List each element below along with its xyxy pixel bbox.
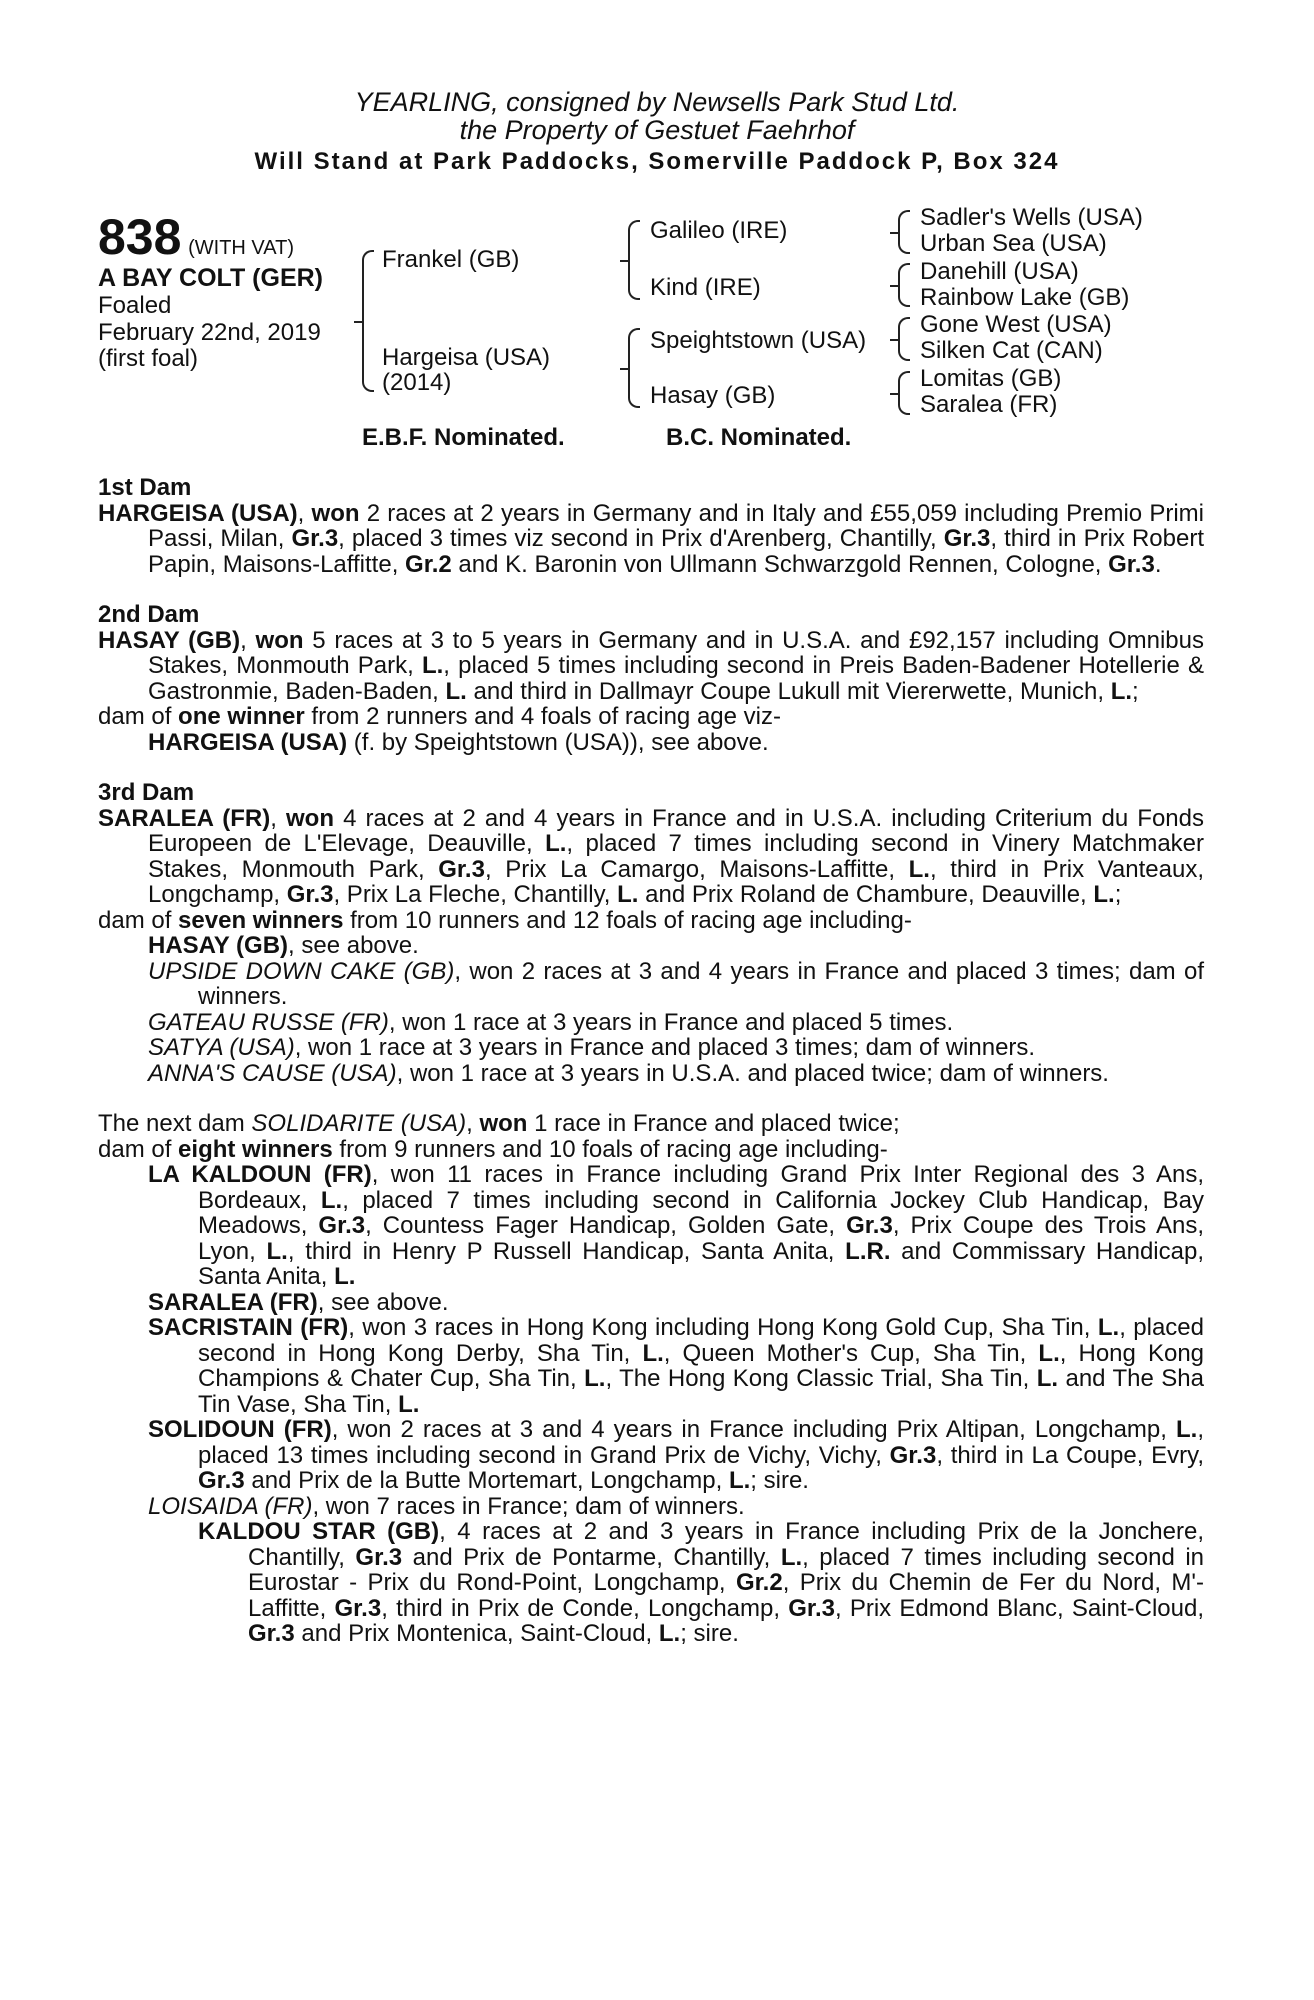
text-run: 5 races at 3 to 5 years in Germany and in U.S.A. and £92,157 including Omnibus Stakes, Monmouth Park, — [148, 626, 1204, 679]
next-dam-intro: The next dam SOLIDARITE (USA), won 1 race in France and placed twice; — [98, 1110, 900, 1137]
pedigree-brace-3a — [898, 210, 910, 254]
group-label: Gr.2 — [405, 550, 452, 578]
text-run: , Countess Fager Handicap, Golden Gate, — [365, 1212, 847, 1239]
text-run: , Queen Mother's Cup, Sha Tin, — [663, 1339, 1039, 1367]
listed-label: L. — [658, 1620, 681, 1647]
pedigree-dss: Gone West (USA) — [920, 311, 1112, 338]
pedigree-sire-sire: Galileo (IRE) — [650, 217, 788, 244]
listed-label: L.R. — [845, 1237, 891, 1265]
header-consignor: YEARLING, consigned by Newsells Park Stud Ltd. — [354, 87, 960, 117]
text-run: , won 3 races in Hong Kong including Hong Kong Gold Cup, Sha Tin, — [348, 1314, 1098, 1341]
first-dam-name: HARGEISA (USA) — [98, 499, 298, 527]
text-run: , placed second in Hong Kong Derby, Sha Tin, — [198, 1314, 1204, 1367]
text-run: dam of — [98, 703, 179, 730]
group-label: Gr.3 — [788, 1594, 835, 1622]
progeny-name: SACRISTAIN (FR) — [148, 1314, 349, 1341]
pedigree-brace-3c — [898, 317, 910, 361]
first-dam-heading: 1st Dam — [98, 474, 192, 501]
third-dam-produce — [98, 908, 1204, 934]
text-run: , Prix du Chemin de Fer du Nord, M'-Laffitte, — [248, 1569, 1204, 1622]
text-run: , won 1 race at 3 years in France and placed 5 times. — [388, 1008, 954, 1036]
listed-label: L. — [780, 1543, 803, 1571]
lot-number: 838 — [98, 209, 182, 265]
group-label: Gr.2 — [736, 1569, 783, 1596]
second-dam-heading: 2nd Dam — [98, 601, 200, 628]
progeny-name: UPSIDE DOWN CAKE (GB) — [148, 957, 455, 985]
listed-label: L. — [617, 881, 639, 908]
group-label: Gr.3 — [355, 1543, 403, 1571]
progeny-annas-cause — [98, 1061, 1204, 1087]
text-run: , Prix Coupe des Trois Ans, Lyon, — [198, 1212, 1205, 1265]
progeny-name: ANNA'S CAUSE (USA) — [148, 1059, 397, 1087]
progeny-upside-down-cake — [98, 959, 1204, 1010]
listed-label: L. — [1038, 1339, 1060, 1367]
text-run: , placed 7 times including second in Vinery Matchmaker Stakes, Monmouth Park, — [148, 830, 1205, 883]
listed-label: L. — [584, 1365, 606, 1392]
text-run: ; sire. — [750, 1467, 809, 1494]
bc-nominated: B.C. Nominated. — [666, 424, 852, 451]
text-run: , third in Prix Robert Papin, Maisons-Laffitte, — [148, 525, 1204, 578]
pedigree-ddd: Saralea (FR) — [920, 391, 1058, 418]
listed-label: L. — [421, 652, 444, 679]
listed-label: L. — [266, 1237, 288, 1265]
progeny-name: GATEAU RUSSE (FR) — [148, 1008, 389, 1036]
pedigree-brace-3d — [898, 371, 910, 415]
text-run: and Prix de Pontarme, Chantilly, — [402, 1543, 781, 1571]
progeny-sacristain — [98, 1315, 1204, 1417]
group-label: Gr.3 — [1108, 550, 1155, 578]
pedigree-dam-sire: Speightstown (USA) — [650, 327, 867, 354]
group-label: Gr.3 — [198, 1467, 245, 1494]
progeny-solidoun — [98, 1417, 1204, 1494]
progeny-name: HARGEISA (USA) — [148, 728, 348, 756]
second-dam-text: HASAY (GB), won 5 races at 3 to 5 years in Germany and in U.S.A. and £92,157 including Omnibus Stakes, Monmouth Park, L., placed 5 times including second in Preis Baden-Badener Hotellerie & Gastronmie, Baden-Baden, L. and third in Dallmayr Coupe Lukull mit Viererwette, Munich, L.; — [98, 626, 1205, 705]
text-run: , won 7 races in France; dam of winners. — [312, 1492, 745, 1520]
listed-label: L. — [728, 1467, 751, 1494]
listed-label: L. — [642, 1339, 664, 1367]
text-run: and Prix de la Butte Mortemart, Longchamp, — [244, 1467, 729, 1494]
won-label: won — [285, 804, 334, 832]
progeny-hasay — [98, 933, 1204, 959]
text-run: , third in Prix Vanteaux, Longchamp, — [148, 855, 1204, 908]
progeny-saralea — [98, 1290, 1204, 1316]
group-label: Gr.3 — [889, 1441, 937, 1469]
text-run: 2 races at 2 years in Germany and in Italy and £55,059 including Premio Primi Passi, Milan, — [148, 499, 1204, 552]
text-run: dam of — [98, 1135, 179, 1163]
text-run: , placed 7 times including second in Eurostar - Prix du Rond-Point, Longchamp, — [248, 1543, 1204, 1596]
pedigree-brace-2b — [628, 328, 640, 408]
listed-label: L. — [545, 830, 567, 857]
catalogue-body — [98, 475, 1204, 1647]
progeny-name: SATYA (USA) — [148, 1034, 295, 1061]
won-label: won — [479, 1110, 528, 1137]
progeny-name: SOLIDOUN (FR) — [148, 1416, 332, 1443]
third-dam-heading: 3rd Dam — [98, 779, 195, 806]
third-dam-name: SARALEA (FR) — [98, 804, 271, 832]
text-run: , Hong Kong Champions & Chater Cup, Sha Tin, — [198, 1339, 1205, 1392]
listed-label: L. — [1110, 677, 1133, 705]
listed-label: L. — [334, 1263, 356, 1290]
pedigree-dds: Lomitas (GB) — [920, 365, 1062, 392]
text-run: from 2 runners and 4 foals of racing age viz- — [304, 703, 781, 730]
pedigree-sire: Frankel (GB) — [382, 246, 520, 273]
lot-title: A BAY COLT (GER) — [98, 264, 324, 292]
text-run: , 4 races at 2 and 3 years in France including Prix de la Jonchere, Chantilly, — [248, 1518, 1204, 1571]
text-run: , won 1 race at 3 years in U.S.A. and placed twice; dam of winners. — [396, 1059, 1109, 1087]
text-run: and Prix Montenica, Saint-Cloud, — [294, 1620, 659, 1647]
text-run: ; — [1132, 677, 1139, 705]
progeny-name: LOISAIDA (FR) — [148, 1492, 313, 1520]
next-dam-name: SOLIDARITE (USA) — [251, 1110, 467, 1137]
pedigree-dam: Hargeisa (USA) — [382, 344, 551, 371]
group-label: Gr.3 — [248, 1620, 295, 1647]
text-run: , placed 7 times including second in California Jockey Club Handicap, Bay Meadows, — [198, 1186, 1205, 1239]
listed-label: L. — [1176, 1416, 1198, 1443]
listed-label: L. — [445, 677, 467, 705]
progeny-gateau-russe — [98, 1010, 1204, 1036]
text-run: , won 1 race at 3 years in France and placed 3 times; dam of winners. — [294, 1034, 1036, 1061]
text-run: ; — [1114, 881, 1122, 908]
text-run: and third in Dallmayr Coupe Lukull mit Viererwette, Munich, — [466, 677, 1111, 705]
text-run: dam of — [98, 906, 179, 934]
listed-label: L. — [320, 1186, 343, 1214]
progeny-loisaida — [98, 1494, 1204, 1520]
progeny-kaldou-star — [98, 1519, 1204, 1647]
next-dam-produce — [98, 1137, 1204, 1163]
progeny-name: HASAY (GB) — [148, 932, 289, 959]
listed-label: L. — [908, 855, 930, 883]
lot-foaled-label: Foaled — [98, 292, 172, 319]
pedigree-brace-2a — [628, 220, 640, 300]
pedigree-dam-year: (2014) — [382, 369, 452, 396]
text-run: , see above. — [317, 1288, 449, 1316]
won-label: won — [255, 626, 304, 654]
text-run: , see above. — [288, 932, 419, 959]
text-run: 1 race in France and placed twice; — [527, 1110, 900, 1137]
text-run: , Prix Edmond Blanc, Saint-Cloud, — [834, 1594, 1204, 1622]
pedigree-sss: Sadler's Wells (USA) — [920, 204, 1143, 231]
progeny-satya — [98, 1035, 1204, 1061]
group-label: Gr.3 — [334, 1594, 382, 1622]
winners-count: one winner — [178, 703, 305, 730]
text-run: , The Hong Kong Classic Trial, Sha Tin, — [605, 1365, 1037, 1392]
text-run: , third in Prix de Conde, Longchamp, — [381, 1594, 789, 1622]
text-run: , won 11 races in France including Grand Prix Inter Regional des 3 Ans, Bordeaux, — [198, 1161, 1204, 1214]
lot-foaled-date: February 22nd, 2019 — [98, 319, 321, 346]
text-run: , third in Henry P Russell Handicap, Santa Anita, — [287, 1237, 846, 1265]
listed-label: L. — [1097, 1314, 1120, 1341]
group-label: Gr.3 — [846, 1212, 893, 1239]
group-label: Gr.3 — [286, 881, 334, 908]
pedigree-brace-1 — [362, 250, 374, 392]
second-dam-progeny — [98, 730, 1204, 756]
text-run: and Commissary Handicap, Santa Anita, — [198, 1237, 1205, 1290]
text-run: (f. by Speightstown (USA)), see above. — [347, 728, 769, 756]
progeny-name: LA KALDOUN (FR) — [148, 1161, 372, 1188]
second-dam-name: HASAY (GB) — [98, 626, 241, 654]
text-run: from 9 runners and 10 foals of racing age including- — [332, 1135, 888, 1163]
progeny-name: KALDOU STAR (GB) — [198, 1518, 440, 1545]
listed-label: L. — [1036, 1365, 1059, 1392]
lot-number-block — [98, 209, 295, 265]
pedigree-sds: Danehill (USA) — [920, 258, 1079, 285]
listed-label: L. — [398, 1390, 420, 1418]
text-run: ; sire. — [680, 1620, 739, 1647]
header-property: the Property of Gestuet Faehrhof — [459, 115, 855, 145]
group-label: Gr.3 — [291, 525, 339, 552]
group-label: Gr.3 — [943, 525, 991, 552]
second-dam-produce — [98, 704, 1204, 730]
text-run: , third in La Coupe, Evry, — [936, 1441, 1204, 1469]
group-label: Gr.3 — [438, 855, 485, 883]
text-run: , Prix La Camargo, Maisons-Laffitte, — [484, 855, 909, 883]
lot-vat: (WITH VAT) — [188, 237, 295, 259]
text-run: , won 2 races at 3 and 4 years in France including Prix Altipan, Longchamp, — [331, 1416, 1177, 1443]
winners-count: eight winners — [178, 1135, 333, 1163]
pedigree-dam-dam: Hasay (GB) — [650, 382, 776, 409]
text-run: and Prix Roland de Chambure, Deauville, — [638, 881, 1094, 908]
lot-note: (first foal) — [98, 345, 199, 372]
text-run: 4 races at 2 and 4 years in France and in U.S.A. including Criterium du Fonds Europeen de L'Elevage, Deauville, — [148, 804, 1204, 857]
progeny-name: SARALEA (FR) — [148, 1288, 318, 1316]
ebf-nominated: E.B.F. Nominated. — [362, 424, 565, 451]
text-run: , Prix La Fleche, Chantilly, — [333, 881, 618, 908]
pedigree-sire-dam: Kind (IRE) — [650, 274, 761, 301]
header-stand: Will Stand at Park Paddocks, Somerville Paddock P, Box 324 — [254, 148, 1060, 175]
progeny-la-kaldoun — [98, 1162, 1204, 1290]
text-run: and The Sha Tin Vase, Sha Tin, — [198, 1365, 1205, 1418]
group-label: Gr.3 — [318, 1212, 366, 1239]
text-run: , placed 13 times including second in Grand Prix de Vichy, Vichy, — [198, 1416, 1205, 1469]
first-dam-text: HARGEISA (USA), won 2 races at 2 years in Germany and in Italy and £55,059 including Premio Primi Passi, Milan, Gr.3, placed 3 times viz second in Prix d'Arenberg, Chantilly, Gr.3, third in Prix Robert Papin, Maisons-Laffitte, Gr.2 and K. Baronin von Ullmann Schwarzgold Rennen, Cologne, Gr.3. — [98, 499, 1204, 578]
text-run: . — [1154, 550, 1162, 578]
text-run: , placed 3 times viz second in Prix d'Arenberg, Chantilly, — [338, 525, 944, 552]
third-dam-text: SARALEA (FR), won 4 races at 2 and 4 years in France and in U.S.A. including Criterium du Fonds Europeen de L'Elevage, Deauville, L., placed 7 times including second in Vinery Matchmaker Stakes, Monmouth Park, Gr.3, Prix La Camargo, Maisons-Laffitte, L., third in Prix Vanteaux, Longchamp, Gr.3, Prix La Fleche, Chantilly, L. and Prix Roland de Chambure, Deauville, L.; — [98, 804, 1205, 908]
pedigree-brace-3b — [898, 263, 910, 307]
pedigree-dsd: Silken Cat (CAN) — [920, 337, 1103, 364]
winners-count: seven winners — [178, 906, 344, 934]
pedigree-ssd: Urban Sea (USA) — [920, 230, 1107, 257]
text-run: from 10 runners and 12 foals of racing age including- — [343, 906, 912, 934]
won-label: won — [311, 499, 360, 527]
text-run: The next dam — [98, 1110, 252, 1137]
text-run: , won 2 races at 3 and 4 years in France and placed 3 times; dam of winners. — [198, 957, 1205, 1010]
text-run: , placed 5 times including second in Preis Baden-Badener Hotellerie & Gastronmie, Baden-Baden, — [148, 652, 1205, 705]
pedigree-sdd: Rainbow Lake (GB) — [920, 284, 1130, 311]
text-run: and K. Baronin von Ullmann Schwarzgold Rennen, Cologne, — [451, 550, 1109, 578]
listed-label: L. — [1093, 881, 1115, 908]
